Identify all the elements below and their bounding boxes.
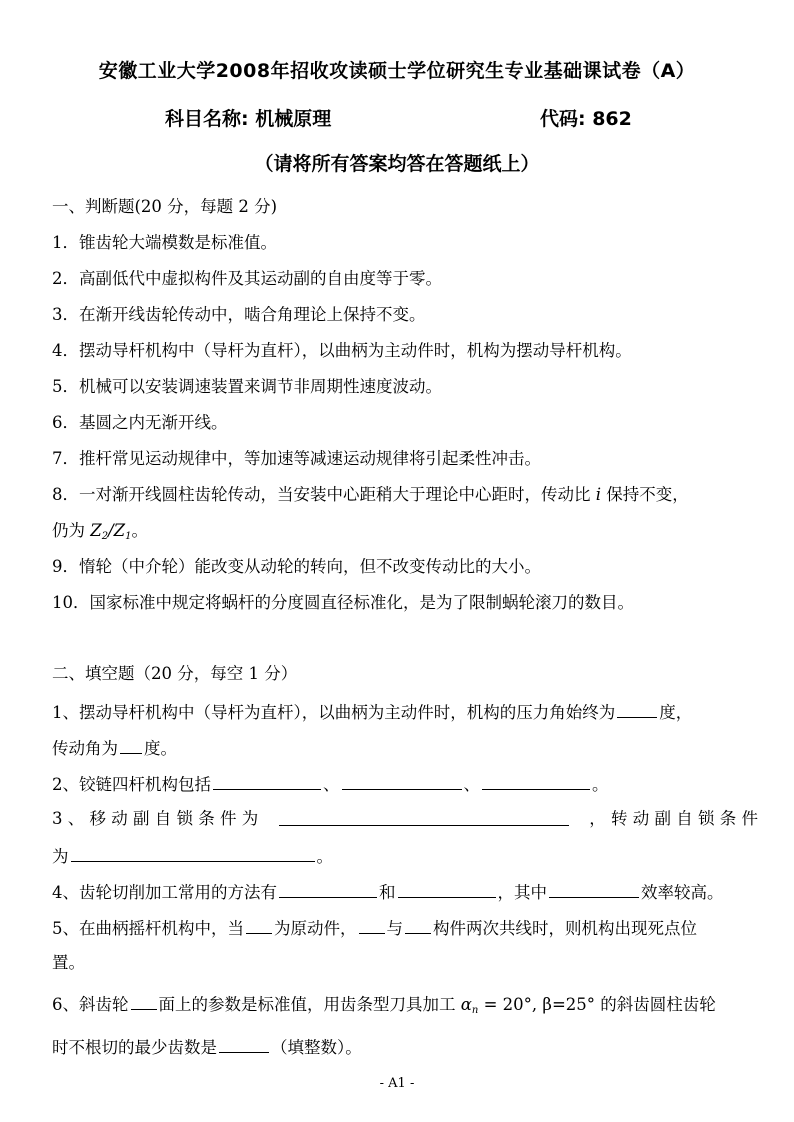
- q3-text-b: ， 转 动 副 自 锁 条 件: [589, 809, 758, 828]
- q4-text: 4、齿轮切削加工常用的方法有: [52, 883, 277, 902]
- q2-sep-1: 、: [323, 775, 340, 794]
- q6-text-c: 的斜齿圆柱齿轮: [600, 995, 716, 1014]
- q1-unit-d: 度。: [144, 739, 177, 758]
- tf-item-9: 9．惰轮（中介轮）能改变从动轮的转向，但不改变传动比的大小。: [52, 557, 541, 576]
- subject-code: 代码: 862: [540, 108, 632, 130]
- tf-item-8-cont: [52, 521, 148, 547]
- q1-blank-1[interactable]: [617, 701, 657, 718]
- fill-q1: [52, 701, 692, 723]
- q5-text-c: 与: [386, 919, 403, 938]
- q4-blank-2[interactable]: [398, 881, 496, 898]
- q2-sep-2: 、: [463, 775, 480, 794]
- ratio-z2-sub: 2: [101, 531, 109, 542]
- tf-item-8-text-b: 保持不变，: [606, 485, 689, 504]
- q5-text-b: 为原动件，: [274, 919, 357, 938]
- tf-item-8-end: 。: [131, 521, 148, 540]
- tf-item-8-var: i: [595, 485, 602, 504]
- q6-blank-1[interactable]: [131, 993, 157, 1010]
- ratio-z1: Z: [113, 521, 126, 540]
- q2-blank-1[interactable]: [213, 773, 321, 790]
- page-number: - A1 -: [379, 1076, 415, 1091]
- q4-blank-3[interactable]: [549, 881, 639, 898]
- q3-text-c: 为: [52, 847, 69, 866]
- q6-text-e: （填整数）。: [271, 1038, 362, 1057]
- section1-heading: 一、判断题(20 分，每题 2 分): [52, 197, 278, 216]
- alpha-value: = 20°,: [478, 995, 538, 1014]
- ratio-slash: /: [108, 521, 114, 540]
- fill-q5: [52, 917, 697, 939]
- exam-title: 安徽工业大学2008年招收攻读硕士学位研究生专业基础课试卷（A）: [98, 60, 696, 82]
- tf-item-2: 2．高副低代中虚拟构件及其运动副的自由度等于零。: [52, 269, 442, 288]
- q3-blank-2[interactable]: [71, 845, 315, 862]
- alpha-symbol: α: [460, 995, 472, 1014]
- q5-text-d: 构件两次共线时，则机构出现死点位: [433, 919, 697, 938]
- q1-text-c: 传动角为: [52, 739, 118, 758]
- q2-text: 2、铰链四杆机构包括: [52, 775, 211, 794]
- q3-end: 。: [316, 847, 333, 866]
- q5-blank-3[interactable]: [405, 917, 431, 934]
- tf-item-8-text: 8．一对渐开线圆柱齿轮传动，当安装中心距稍大于理论中心距时，传动比: [52, 485, 591, 504]
- q5-text: 5、在曲柄摇杆机构中，当: [52, 919, 244, 938]
- tf-item-4: 4．摆动导杆机构中（导杆为直杆），以曲柄为主动件时，机构为摆动导杆机构。: [52, 341, 632, 360]
- q2-end: 。: [592, 775, 609, 794]
- beta-value: β=25°: [542, 995, 596, 1014]
- q5-blank-1[interactable]: [246, 917, 272, 934]
- q2-blank-3[interactable]: [482, 773, 590, 790]
- q4-blank-1[interactable]: [279, 881, 377, 898]
- subject-name: 科目名称: 机械原理: [165, 108, 332, 130]
- q6-text-d: 时不根切的最少齿数是: [52, 1038, 217, 1057]
- q1-blank-2[interactable]: [120, 737, 142, 754]
- fill-q6: [52, 993, 716, 1021]
- fill-q6-cont: [52, 1036, 362, 1058]
- answer-note: （请将所有答案均答在答题纸上）: [254, 153, 540, 175]
- q4-text-d: 效率较高。: [641, 883, 724, 902]
- fill-q4: [52, 881, 724, 903]
- tf-item-8-prefix: 仍为: [52, 521, 85, 540]
- tf-item-3: 3．在渐开线齿轮传动中，啮合角理论上保持不变。: [52, 305, 426, 324]
- tf-item-5: 5．机械可以安装调速装置来调节非周期性速度波动。: [52, 377, 442, 396]
- q3-text: 3 、 移 动 副 自 锁 条 件 为: [52, 809, 259, 828]
- fill-q5-cont: 置。: [52, 953, 85, 972]
- fill-q1-cont: [52, 737, 177, 759]
- q4-text-c: ，其中: [497, 883, 547, 902]
- fill-q3-cont: [52, 845, 333, 867]
- q6-blank-2[interactable]: [219, 1036, 269, 1053]
- q1-text: 1、摆动导杆机构中（导杆为直杆），以曲柄为主动件时，机构的压力角始终为: [52, 703, 616, 722]
- q5-blank-2[interactable]: [359, 917, 385, 934]
- tf-item-8: [52, 485, 689, 505]
- q4-text-b: 和: [379, 883, 396, 902]
- q1-unit: 度，: [659, 703, 693, 722]
- q2-blank-2[interactable]: [342, 773, 462, 790]
- tf-item-10: 10．国家标准中规定将蜗杆的分度圆直径标准化，是为了限制蜗轮滚刀的数目。: [52, 593, 634, 612]
- alpha-sub: n: [471, 1005, 479, 1016]
- q3-blank-1[interactable]: [279, 809, 569, 826]
- tf-item-1: 1．锥齿轮大端模数是标准值。: [52, 233, 277, 252]
- section2-heading: 二、填空题（20 分，每空 1 分）: [52, 664, 298, 683]
- ratio-z1-sub: 1: [125, 531, 132, 542]
- tf-item-6: 6．基圆之内无渐开线。: [52, 413, 228, 432]
- fill-q3: [52, 809, 758, 829]
- fill-q2: [52, 773, 609, 795]
- q6-text-b: 面上的参数是标准值，用齿条型刀具加工: [158, 995, 456, 1014]
- q6-text: 6、斜齿轮: [52, 995, 129, 1014]
- ratio-z2: Z: [90, 521, 102, 540]
- tf-item-7: 7．推杆常见运动规律中，等加速等减速运动规律将引起柔性冲击。: [52, 449, 541, 468]
